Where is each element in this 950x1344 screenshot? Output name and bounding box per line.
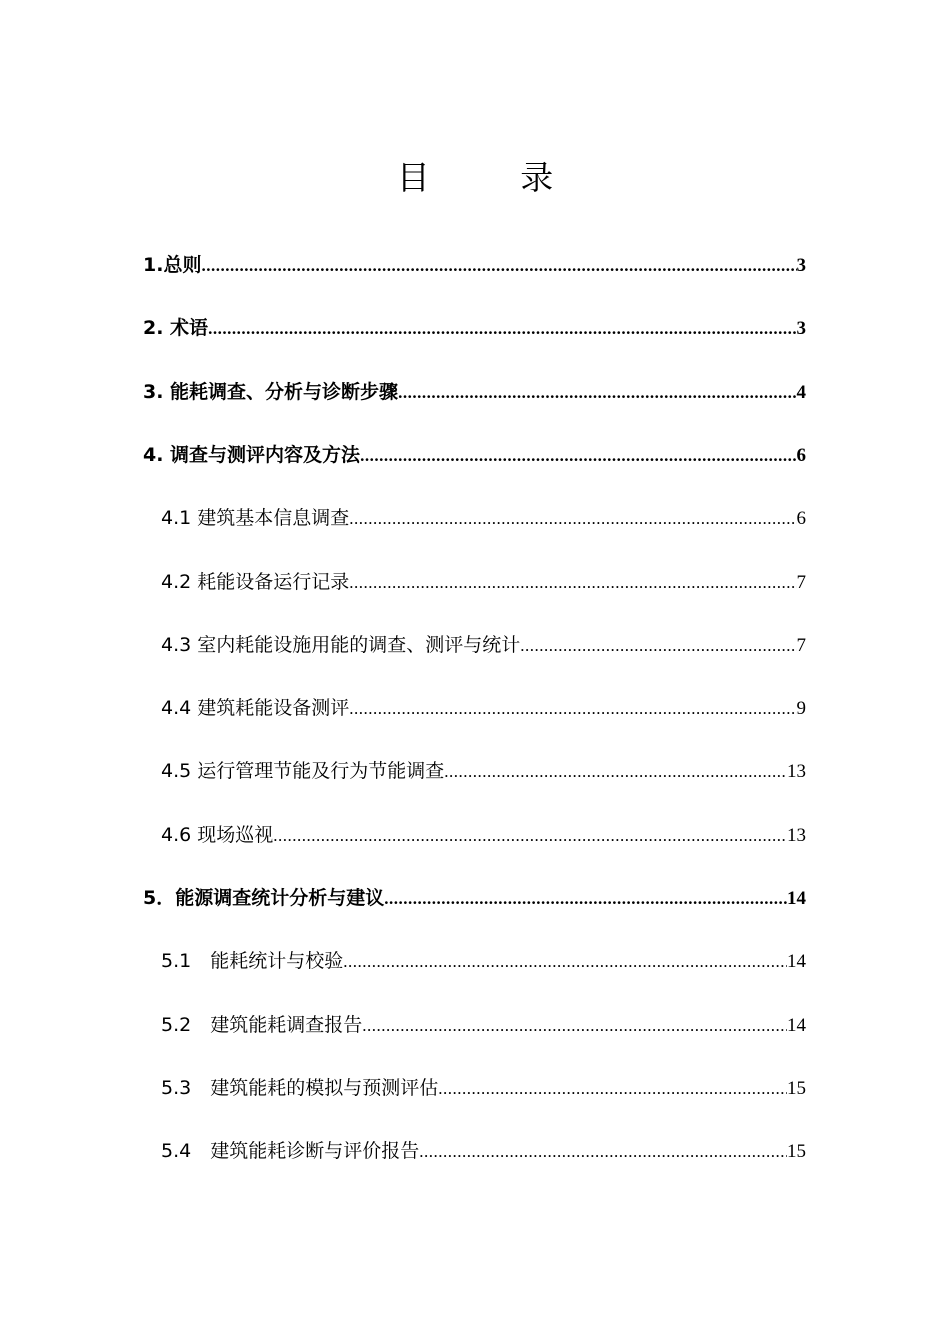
toc-page-number: 14 xyxy=(787,1014,806,1036)
toc-dot-leader xyxy=(362,1016,787,1036)
toc-entry-label: 4.6 现场巡视 xyxy=(161,823,274,846)
toc-entry[interactable] xyxy=(161,1136,806,1166)
toc-entry-label: 4.5 运行管理节能及行为节能调查 xyxy=(161,760,445,783)
toc-entry-label: 5.2 建筑能耗调查报告 xyxy=(161,1013,363,1036)
toc-entry-label: 3. 能耗调查、分析与诊断步骤 xyxy=(143,380,399,403)
toc-entry-label: 5．能源调查统计分析与建议 xyxy=(143,887,385,909)
toc-entry[interactable] xyxy=(161,1073,806,1103)
toc-entry-label: 5.4 建筑能耗诊断与评价报告 xyxy=(161,1140,420,1163)
toc-entry-label: 2. 术语 xyxy=(143,317,209,340)
toc-entry[interactable] xyxy=(143,313,806,343)
toc-entry[interactable] xyxy=(161,503,806,533)
toc-entry[interactable] xyxy=(161,1010,806,1040)
toc-page-number: 3 xyxy=(796,318,806,340)
toc-dot-leader xyxy=(208,319,796,339)
toc-page-number: 14 xyxy=(787,951,806,973)
toc-dot-leader xyxy=(360,446,796,466)
toc-page-number: 4 xyxy=(796,381,806,403)
toc-dot-leader xyxy=(343,952,787,972)
toc-dot-leader xyxy=(384,889,787,909)
toc-dot-leader xyxy=(273,826,787,846)
toc-page-number: 13 xyxy=(787,824,806,846)
toc-entry-label: 4.1 建筑基本信息调查 xyxy=(161,507,350,530)
toc-page-number: 15 xyxy=(787,1141,806,1163)
toc-page-number: 6 xyxy=(796,444,806,466)
toc-entry[interactable] xyxy=(161,820,806,850)
toc-dot-leader xyxy=(438,1079,787,1099)
toc-entry[interactable] xyxy=(143,883,806,913)
toc-entry-label: 1.总则 xyxy=(143,254,202,276)
toc-page-number: 6 xyxy=(796,508,806,530)
toc-page-number: 15 xyxy=(787,1077,806,1099)
toc-entry-label: 4.3 室内耗能设施用能的调查、测评与统计 xyxy=(161,633,521,656)
toc-page-number: 9 xyxy=(796,698,806,720)
toc-entry[interactable] xyxy=(161,756,806,786)
toc-dot-leader xyxy=(444,762,787,782)
toc-page-number: 7 xyxy=(796,634,806,656)
toc-entry-label: 4. 调查与测评内容及方法 xyxy=(143,443,361,466)
toc-entry-label: 5.3 建筑能耗的模拟与预测评估 xyxy=(161,1076,439,1099)
toc-entry[interactable] xyxy=(143,377,806,407)
toc-page-number: 14 xyxy=(787,888,806,909)
toc-entry[interactable] xyxy=(161,946,806,976)
toc-dot-leader xyxy=(419,1142,787,1162)
toc-page-number: 3 xyxy=(796,255,806,276)
toc-entry[interactable] xyxy=(143,440,806,470)
toc-dot-leader xyxy=(520,636,796,656)
toc-page-number: 7 xyxy=(796,571,806,593)
toc-entry[interactable] xyxy=(143,250,806,280)
toc-entry[interactable] xyxy=(161,693,806,723)
toc-entry-label: 4.2 耗能设备运行记录 xyxy=(161,570,350,593)
toc-dot-leader xyxy=(398,383,796,403)
toc-entry[interactable] xyxy=(161,567,806,597)
toc-dot-leader xyxy=(201,256,796,276)
toc-page-number: 13 xyxy=(787,761,806,783)
toc-entry-label: 4.4 建筑耗能设备测评 xyxy=(161,697,350,720)
toc-entry[interactable] xyxy=(161,630,806,660)
toc-dot-leader xyxy=(349,509,796,529)
toc-dot-leader xyxy=(349,699,796,719)
toc-dot-leader xyxy=(349,573,796,593)
page-title: 目 录 xyxy=(396,158,594,197)
toc-entry-label: 5.1 能耗统计与校验 xyxy=(161,950,344,973)
